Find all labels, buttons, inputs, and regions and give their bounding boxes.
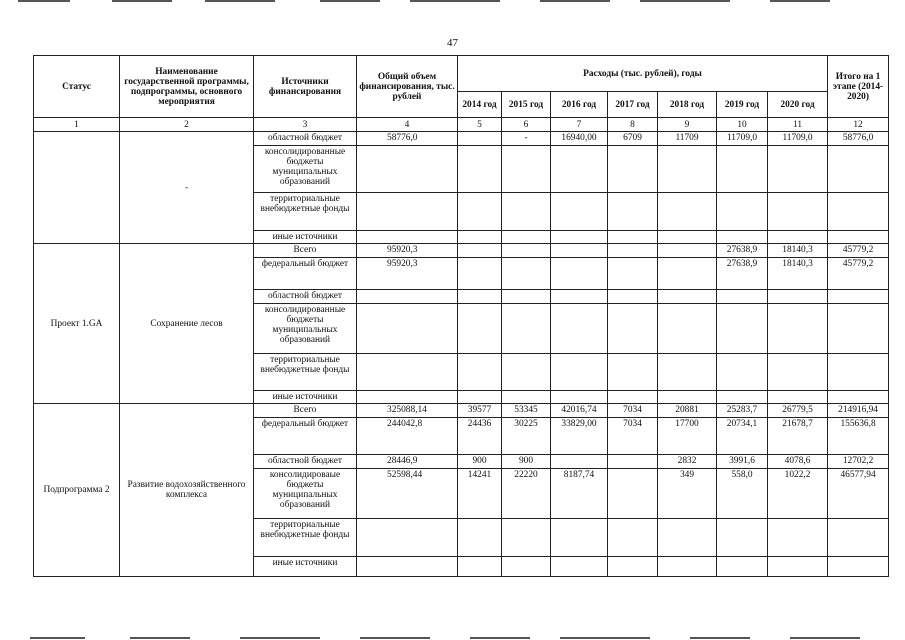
header-year: 2017 год [608, 92, 658, 118]
year-amount: 20734,1 [717, 418, 768, 455]
header-year: 2018 год [658, 92, 717, 118]
year-amount [551, 455, 608, 469]
stage-total-amount [828, 519, 889, 557]
table-row [34, 244, 889, 258]
header-sources: Источники финансирования [254, 56, 357, 118]
year-amount [502, 354, 551, 391]
year-amount [551, 193, 608, 231]
column-number: 8 [608, 118, 658, 132]
year-amount [608, 455, 658, 469]
year-amount [551, 146, 608, 193]
year-amount [717, 391, 768, 404]
column-number: 10 [717, 118, 768, 132]
year-amount [658, 304, 717, 354]
stage-total-amount [828, 354, 889, 391]
total-amount: 58776,0 [357, 132, 458, 146]
year-amount [608, 193, 658, 231]
year-amount: 11709 [658, 132, 717, 146]
table-body [34, 132, 889, 577]
funding-source: территориальные внебюджетные фонды [254, 354, 357, 391]
year-amount [717, 557, 768, 577]
year-amount [458, 132, 502, 146]
funding-source: иные источники [254, 231, 357, 244]
year-amount: 900 [458, 455, 502, 469]
year-amount [717, 193, 768, 231]
year-amount [458, 193, 502, 231]
year-amount [502, 231, 551, 244]
funding-source: консолидированные бюджеты муниципальных образований [254, 146, 357, 193]
funding-source: консолидированные бюджеты муниципальных образований [254, 304, 357, 354]
row-status [34, 132, 120, 244]
funding-source: областной бюджет [254, 132, 357, 146]
funding-source: федеральный бюджет [254, 418, 357, 455]
year-amount [502, 193, 551, 231]
year-amount: 30225 [502, 418, 551, 455]
year-amount [658, 244, 717, 258]
year-amount [658, 557, 717, 577]
year-amount: 18140,3 [768, 258, 828, 290]
header-total: Общий объем финансирования, тыс. рублей [357, 56, 458, 118]
scan-bottom-edge [0, 634, 905, 640]
header-status: Статус [34, 56, 120, 118]
year-amount [658, 391, 717, 404]
scan-top-edge [0, 0, 905, 6]
total-amount [357, 391, 458, 404]
row-status: Проект 1.GA [34, 244, 120, 404]
year-amount [658, 231, 717, 244]
page-number: 47 [447, 37, 458, 49]
year-amount [608, 557, 658, 577]
funding-source: консолидироваые бюджеты муниципальных образований [254, 469, 357, 519]
year-amount: 7034 [608, 418, 658, 455]
year-amount: 42016,74 [551, 404, 608, 418]
year-amount [551, 244, 608, 258]
year-amount [608, 244, 658, 258]
year-amount [608, 354, 658, 391]
year-amount: 21678,7 [768, 418, 828, 455]
column-number: 3 [254, 118, 357, 132]
column-number: 12 [828, 118, 889, 132]
year-amount: 7034 [608, 404, 658, 418]
year-amount [502, 258, 551, 290]
year-amount [768, 146, 828, 193]
year-amount: 33829,00 [551, 418, 608, 455]
year-amount [608, 391, 658, 404]
funding-source: федеральный бюджет [254, 258, 357, 290]
year-amount: 900 [502, 455, 551, 469]
year-amount [502, 304, 551, 354]
year-amount [458, 304, 502, 354]
stage-total-amount [828, 304, 889, 354]
year-amount [717, 231, 768, 244]
year-amount [658, 519, 717, 557]
year-amount [458, 146, 502, 193]
stage-total-amount: 46577,94 [828, 469, 889, 519]
year-amount [608, 258, 658, 290]
year-amount [717, 519, 768, 557]
year-amount [768, 391, 828, 404]
column-number: 7 [551, 118, 608, 132]
funding-source: областной бюджет [254, 290, 357, 304]
year-amount [608, 290, 658, 304]
year-amount: 25283,7 [717, 404, 768, 418]
year-amount [458, 354, 502, 391]
header-year: 2019 год [717, 92, 768, 118]
stage-total-amount [828, 391, 889, 404]
total-amount [357, 304, 458, 354]
year-amount [551, 258, 608, 290]
year-amount: 14241 [458, 469, 502, 519]
header-year: 2014 год [458, 92, 502, 118]
year-amount [458, 244, 502, 258]
total-amount: 95920,3 [357, 244, 458, 258]
year-amount [717, 304, 768, 354]
header-stage-total: Итого на 1 этапе (2014-2020) [828, 56, 889, 118]
year-amount: 11709,0 [717, 132, 768, 146]
row-program-name: Развитие водохозяйственного комплекса [120, 404, 254, 577]
column-number-row [34, 118, 889, 132]
year-amount: 27638,9 [717, 258, 768, 290]
stage-total-amount: 214916,94 [828, 404, 889, 418]
total-amount: 28446,9 [357, 455, 458, 469]
year-amount [658, 290, 717, 304]
year-amount [608, 146, 658, 193]
year-amount [658, 146, 717, 193]
year-amount [458, 231, 502, 244]
column-number: 2 [120, 118, 254, 132]
year-amount [551, 304, 608, 354]
year-amount: 349 [658, 469, 717, 519]
year-amount [768, 354, 828, 391]
year-amount [658, 354, 717, 391]
year-amount [551, 557, 608, 577]
year-amount [608, 304, 658, 354]
funding-source: иные источники [254, 391, 357, 404]
total-amount: 325088,14 [357, 404, 458, 418]
year-amount: 4078,6 [768, 455, 828, 469]
total-amount [357, 290, 458, 304]
year-amount [502, 146, 551, 193]
year-amount [458, 557, 502, 577]
year-amount [717, 146, 768, 193]
total-amount: 244042,8 [357, 418, 458, 455]
year-amount [608, 519, 658, 557]
column-number: 1 [34, 118, 120, 132]
year-amount [458, 391, 502, 404]
year-amount [551, 290, 608, 304]
stage-total-amount: 12702,2 [828, 455, 889, 469]
table-row [34, 404, 889, 418]
column-number: 11 [768, 118, 828, 132]
stage-total-amount [828, 231, 889, 244]
year-amount: 3991,6 [717, 455, 768, 469]
row-program-name: - [120, 132, 254, 244]
year-amount [551, 231, 608, 244]
year-amount [458, 290, 502, 304]
funding-source: Всего [254, 404, 357, 418]
year-amount: 17700 [658, 418, 717, 455]
year-amount [768, 290, 828, 304]
year-amount [768, 519, 828, 557]
year-amount: 39577 [458, 404, 502, 418]
total-amount: 52598,44 [357, 469, 458, 519]
total-amount [357, 354, 458, 391]
stage-total-amount [828, 146, 889, 193]
table-row [34, 132, 889, 146]
year-amount [768, 193, 828, 231]
year-amount: 16940,00 [551, 132, 608, 146]
total-amount [357, 519, 458, 557]
year-amount: 26779,5 [768, 404, 828, 418]
year-amount [658, 258, 717, 290]
header-year: 2016 год [551, 92, 608, 118]
header-expenses: Расходы (тыс. рублей), годы [458, 56, 828, 92]
year-amount: 558,0 [717, 469, 768, 519]
header-name: Наименование государственной программы, подпрограммы, основного мероприятия [120, 56, 254, 118]
year-amount [551, 354, 608, 391]
year-amount: 20881 [658, 404, 717, 418]
year-amount: 27638,9 [717, 244, 768, 258]
budget-table [33, 55, 889, 577]
funding-source: территориальные внебюджетные фонды [254, 519, 357, 557]
funding-source: территориальные внебюджетные фонды [254, 193, 357, 231]
column-number: 9 [658, 118, 717, 132]
column-number: 4 [357, 118, 458, 132]
stage-total-amount: 45779,2 [828, 258, 889, 290]
year-amount: 2832 [658, 455, 717, 469]
year-amount: 18140,3 [768, 244, 828, 258]
stage-total-amount: 155636,8 [828, 418, 889, 455]
funding-source: иные источники [254, 557, 357, 577]
year-amount [458, 519, 502, 557]
total-amount: 95920,3 [357, 258, 458, 290]
column-number: 6 [502, 118, 551, 132]
year-amount [502, 557, 551, 577]
header-year: 2020 год [768, 92, 828, 118]
year-amount [768, 231, 828, 244]
header-row [34, 56, 889, 92]
year-amount [608, 231, 658, 244]
stage-total-amount [828, 193, 889, 231]
stage-total-amount [828, 557, 889, 577]
total-amount [357, 193, 458, 231]
year-amount: - [502, 132, 551, 146]
year-amount [502, 290, 551, 304]
total-amount [357, 146, 458, 193]
column-number: 5 [458, 118, 502, 132]
year-amount: 8187,74 [551, 469, 608, 519]
year-amount [658, 193, 717, 231]
year-amount [502, 391, 551, 404]
year-amount [551, 519, 608, 557]
stage-total-amount [828, 290, 889, 304]
year-amount [458, 258, 502, 290]
year-amount: 6709 [608, 132, 658, 146]
stage-total-amount: 45779,2 [828, 244, 889, 258]
total-amount [357, 557, 458, 577]
year-amount [717, 354, 768, 391]
header-year: 2015 год [502, 92, 551, 118]
year-amount: 53345 [502, 404, 551, 418]
year-amount: 1022,2 [768, 469, 828, 519]
year-amount [502, 519, 551, 557]
year-amount: 24436 [458, 418, 502, 455]
year-amount: 11709,0 [768, 132, 828, 146]
funding-source: Всего [254, 244, 357, 258]
funding-source: областной бюджет [254, 455, 357, 469]
row-program-name: Сохранение лесов [120, 244, 254, 404]
stage-total-amount: 58776,0 [828, 132, 889, 146]
year-amount [768, 304, 828, 354]
row-status: Подпрограмма 2 [34, 404, 120, 577]
year-amount: 22220 [502, 469, 551, 519]
total-amount [357, 231, 458, 244]
year-amount [768, 557, 828, 577]
year-amount [551, 391, 608, 404]
year-amount [717, 290, 768, 304]
year-amount [502, 244, 551, 258]
year-amount [608, 469, 658, 519]
